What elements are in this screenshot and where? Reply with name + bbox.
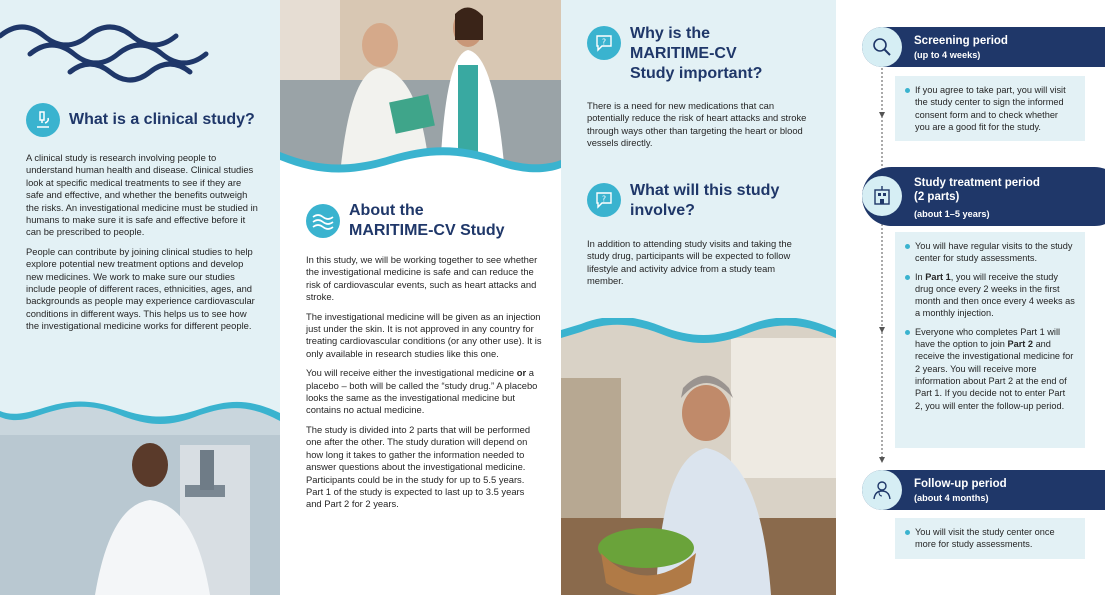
why-title (630, 24, 762, 84)
screening-pill (862, 27, 1105, 67)
paragraph: There is a need for new medications that can potentially reduce the risk of heart attacks and stroke through ways other than targeting the heart or blood vessels directly. (587, 100, 807, 149)
question-bubble-icon (587, 26, 621, 60)
text: , you will receive the study drug once every 2 weeks in the first month and then once every 4 weeks as a monthly injection. (915, 271, 1075, 319)
magnifier-icon (862, 27, 902, 67)
involve-title-line1: What will this study (630, 182, 780, 199)
lab-photo (0, 395, 280, 595)
text: and receive the investigational medicine for 2 years. You will receive more information about Part 2 at the end of Part 1. If you decide not to enter Part 2, you will enter the follow-up period. (915, 339, 1074, 411)
why-title-line3: Study important? (630, 65, 763, 82)
wave-divider (280, 140, 561, 180)
why-heading (587, 24, 762, 84)
text: In (915, 271, 926, 282)
list-item (905, 326, 1075, 412)
svg-text:?: ? (601, 194, 607, 204)
treatment-title (914, 176, 1040, 204)
why-title-line1: Why is the (630, 25, 711, 42)
clinical-study-heading (26, 103, 255, 137)
clinical-study-text (26, 152, 261, 340)
involve-title (630, 181, 779, 221)
screening-title: Screening period (914, 35, 1008, 47)
panel-timeline (836, 0, 1105, 595)
waves-icon (306, 204, 340, 238)
panel-clinical-study (0, 0, 280, 595)
treatment-duration: (about 1–5 years) (914, 209, 990, 219)
question-bubble-icon (587, 183, 621, 217)
panel-about-study (280, 0, 561, 595)
text: Everyone who completes Part 1 will have the option to join (915, 326, 1061, 350)
involve-heading (587, 181, 779, 221)
timeline-line (876, 60, 888, 470)
text: a placebo – both will be called the “study drug.” A placebo looks the same as the investigational medicine but contains no actual medicine. (306, 367, 538, 416)
why-title-line2: MARITIME-CV (630, 45, 737, 62)
about-study-heading (306, 201, 505, 241)
waves-decoration (0, 8, 220, 88)
page-title: What is a clinical study? (69, 111, 255, 128)
followup-box (895, 518, 1085, 559)
text: You will receive either the investigational medicine (306, 367, 517, 379)
paragraph: People can contribute by joining clinical studies to help explore potential new treatment options and develop new medicines. We work to make sure our studies include people of different races, ethnicities, ages, and backgrounds as people may experience cardiovascular conditions in different ways. This helps us to see how the investigational medicine works for different people. (26, 245, 255, 332)
doctor-icon (862, 470, 902, 510)
building-icon (862, 176, 902, 216)
involve-text (587, 238, 813, 295)
text-bold: or (516, 367, 527, 379)
paragraph: A clinical study is research involving people to understand human health and disease. Clinical studies look at specific medical treatments to see if they are safe and effective, and whether the benefits outweigh the risks. An investigational medicine must be studied in humans to make sure it is safe and effective before it can be prescribed to people. (26, 152, 258, 238)
paragraph: In addition to attending study visits and taking the study drug, participants will be expected to follow lifestyle and activity advice from a study team member. (587, 238, 792, 287)
about-study-text (306, 254, 542, 518)
svg-text:?: ? (601, 37, 607, 47)
involve-title-line2: involve? (630, 202, 695, 219)
paragraph-placebo (306, 367, 542, 417)
about-title-line1: About the (349, 202, 424, 219)
text-bold: Part 2 (1007, 339, 1034, 350)
followup-pill (862, 470, 1105, 510)
treatment-title-line1: Study treatment period (914, 177, 1040, 189)
text-bold: Part 1 (925, 271, 951, 282)
list-item: If you agree to take part, you will visit the study center to sign the informed consent form and to check whether you are a good fit for the study. (905, 84, 1075, 133)
about-title-line2: MARITIME-CV Study (349, 222, 505, 239)
screening-duration: (up to 4 weeks) (914, 50, 981, 60)
microscope-icon (26, 103, 60, 137)
followup-duration: (about 4 months) (914, 493, 989, 503)
paragraph: The study is divided into 2 parts that will be performed one after the other. The study duration will depend on how long it takes to gather the information needed to answer questions about the investigational medicine. Participants could be in the study for up to 5.5 years. Part 1 of the study is expected to last up to 3.5 years and Part 2 for 2 years. (306, 423, 531, 510)
treatment-box (895, 232, 1085, 448)
list-item: You will visit the study center once more for study assessments. (905, 526, 1075, 551)
treatment-pill (862, 167, 1105, 226)
list-item (905, 271, 1075, 320)
about-study-title (349, 201, 505, 241)
followup-title: Follow-up period (914, 478, 1007, 490)
paragraph: In this study, we will be working together to see whether the investigational medicine is safe and can reduce the risk of cardiovascular events, such as heart attacks and stroke. (306, 254, 538, 303)
panel-why-important (561, 0, 836, 595)
paragraph: The investigational medicine will be given as an injection just under the skin. It is not approved in any country for treating cardiovascular conditions (or any other use). It is only available in research studies like this one. (306, 310, 542, 359)
screening-box (895, 76, 1085, 141)
kitchen-photo (561, 318, 836, 595)
treatment-title-line2: (2 parts) (914, 191, 960, 203)
list-item: You will have regular visits to the study center for study assessments. (905, 240, 1075, 265)
why-text (587, 100, 813, 157)
